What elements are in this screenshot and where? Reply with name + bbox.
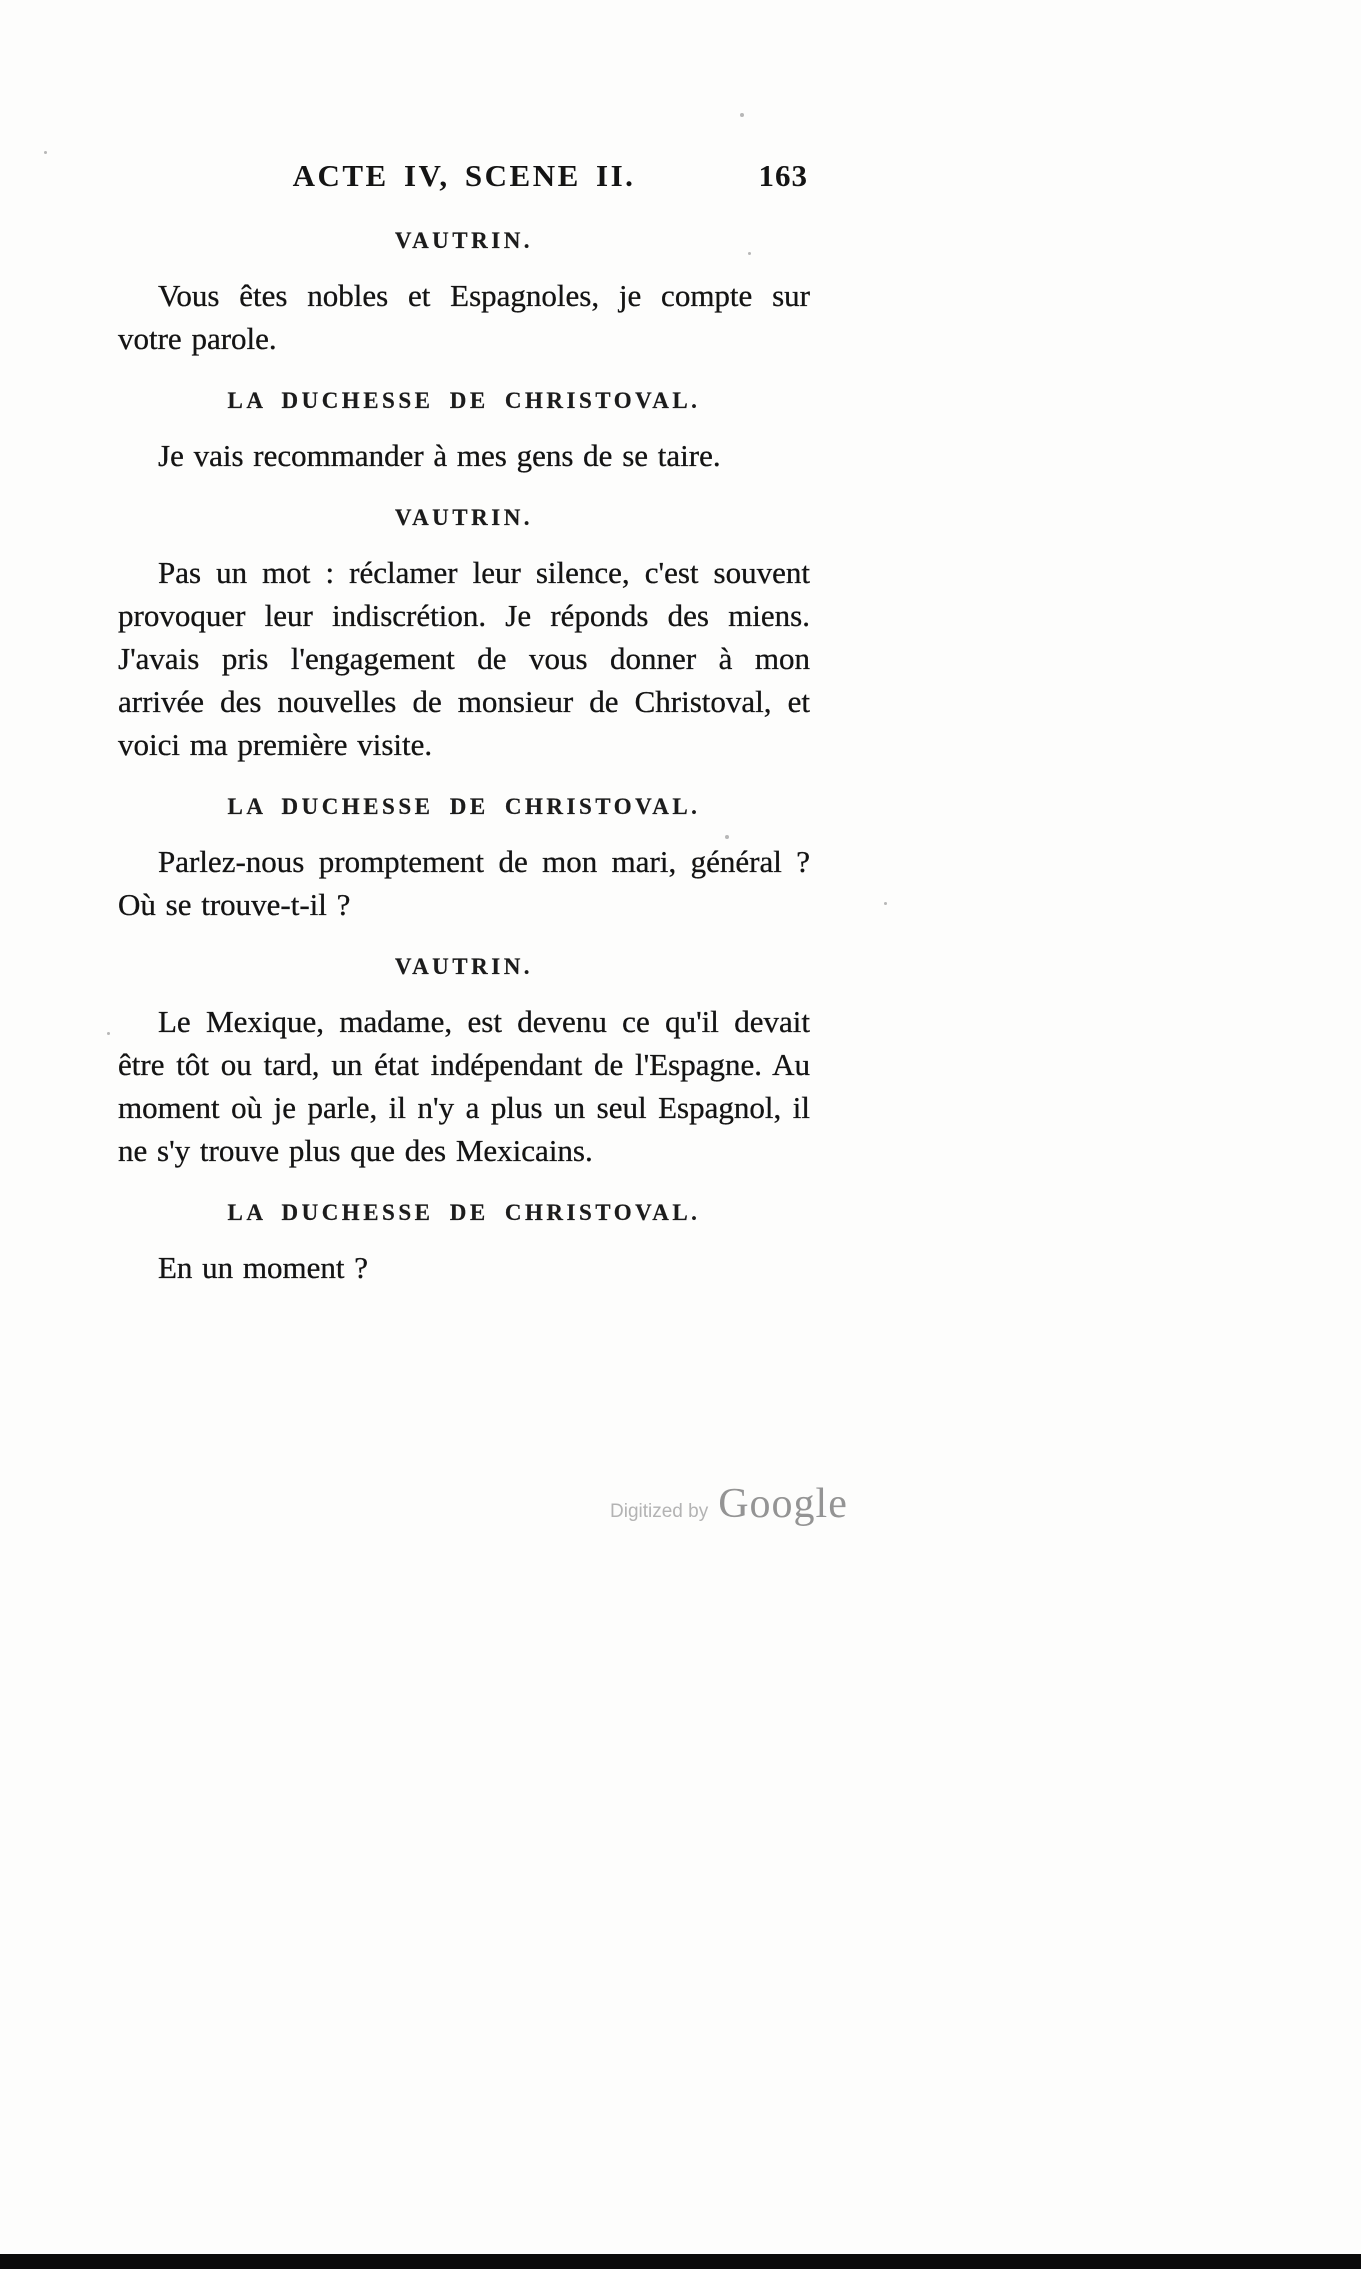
dialogue-entry (118, 1200, 810, 1289)
running-head (118, 158, 810, 200)
dialogue-entry (118, 794, 810, 926)
dialogue-body (118, 200, 810, 1295)
speech-paragraph: Vous êtes nobles et Espagnoles, je compte sur votre parole. (118, 278, 810, 356)
speech-paragraph: Pas un mot : réclamer leur silence, c'est souvent provoquer leur indiscrétion. Je réponds des miens. J'avais pris l'engagement de vous donner à mon arrivée des nouvelles de monsieur de Christoval, et voici ma première visite. (118, 555, 810, 762)
scan-bottom-edge (0, 2254, 1361, 2269)
speech-paragraph: Je vais recommander à mes gens de se taire. (158, 438, 721, 473)
scan-speck (725, 835, 729, 839)
google-watermark (610, 1480, 848, 1528)
digitized-by-label: Digitized by (610, 1501, 709, 1522)
google-logo: Google (718, 1481, 848, 1527)
scan-speck (107, 1032, 110, 1035)
speaker-name: VAUTRIN. (394, 505, 534, 530)
dialogue-entry (118, 954, 810, 1172)
speaker-name: VAUTRIN. (394, 954, 534, 979)
speech-paragraph: Le Mexique, madame, est devenu ce qu'il devait être tôt ou tard, un état indépendant de l'Espagne. Au moment où je parle, il n'y a plus un seul Espagnol, il ne s'y trouve plus que des Mexicains. (118, 1004, 810, 1168)
dialogue-entry (118, 228, 810, 360)
chapter-heading: ACTE IV, SCENE II. (292, 158, 636, 193)
scan-speck (740, 113, 744, 117)
dialogue-entry (118, 505, 810, 766)
speaker-name: VAUTRIN. (394, 228, 534, 253)
scan-speck (748, 252, 751, 255)
dialogue-entry (118, 388, 810, 477)
speech-paragraph: Parlez-nous promptement de mon mari, général ? Où se trouve-t-il ? (118, 844, 810, 922)
speaker-name: LA DUCHESSE DE CHRISTOVAL. (227, 794, 701, 819)
speaker-name: LA DUCHESSE DE CHRISTOVAL. (227, 388, 701, 413)
speaker-name: LA DUCHESSE DE CHRISTOVAL. (227, 1200, 701, 1225)
scan-speck (884, 902, 887, 905)
page-number: 163 (758, 158, 808, 193)
scan-speck (44, 151, 47, 154)
speech-paragraph: En un moment ? (158, 1250, 369, 1285)
